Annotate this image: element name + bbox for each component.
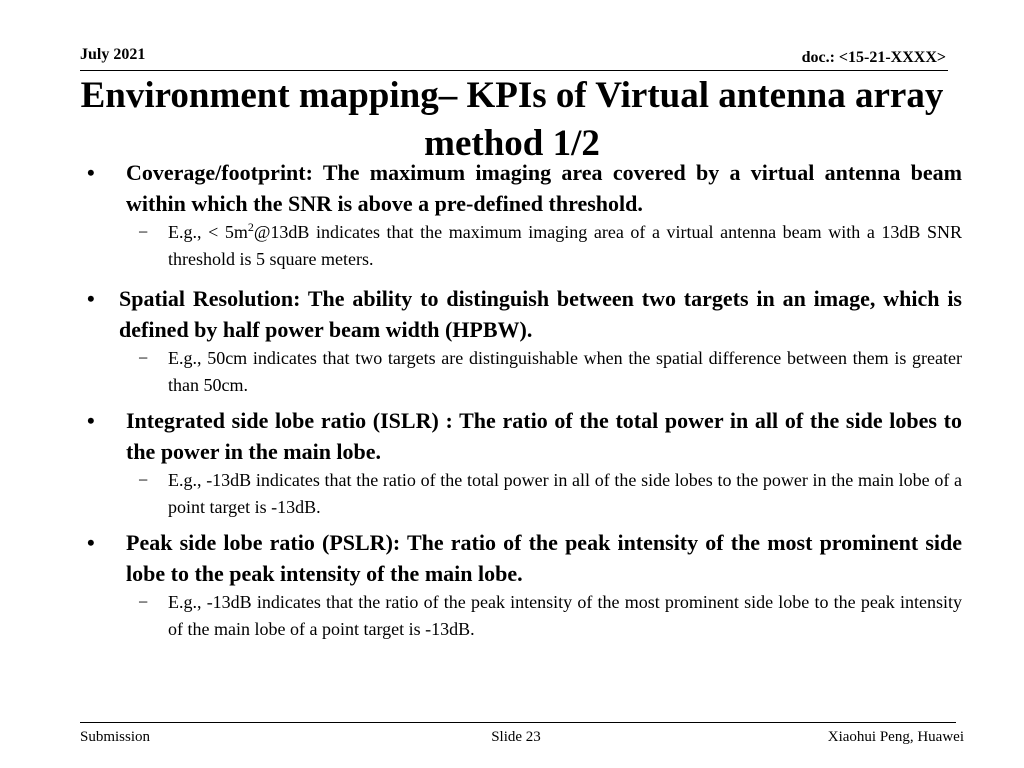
footer-divider bbox=[80, 722, 956, 723]
bullet-coverage bbox=[82, 157, 962, 219]
sub-bullet-marker: − bbox=[138, 348, 149, 368]
bullet-spatial-resolution bbox=[82, 283, 962, 345]
example-text: E.g., -13dB indicates that the ratio of the total power in all of the side lobes to the power in the main lobe of a point target is -13dB. bbox=[168, 470, 962, 517]
header-date: July 2021 bbox=[80, 46, 146, 63]
header-doc-number: doc.: <15-21-XXXX> bbox=[801, 49, 946, 66]
bullet-marker: • bbox=[87, 160, 95, 185]
bullet-text: Coverage/footprint: The maximum imaging area covered by a virtual antenna beam within which the SNR is above a pre-defined threshold. bbox=[126, 160, 962, 216]
bullet-marker: • bbox=[87, 408, 95, 433]
bullet-text: Integrated side lobe ratio (ISLR) : The ratio of the total power in all of the side lobes to the power in the main lobe. bbox=[126, 408, 962, 464]
slide-title: Environment mapping– KPIs of Virtual antenna array method 1/2 bbox=[80, 75, 944, 164]
bullet-text: Spatial Resolution: The ability to distinguish between two targets in an image, which is defined by half power beam width (HPBW). bbox=[119, 286, 962, 342]
sub-bullet-spatial-example bbox=[82, 345, 962, 399]
sub-bullet-coverage-example bbox=[82, 219, 962, 273]
bullet-text: Peak side lobe ratio (PSLR): The ratio of the peak intensity of the most prominent side lobe to the peak intensity of the main lobe. bbox=[126, 530, 962, 586]
bullet-marker: • bbox=[87, 530, 95, 555]
footer-author: Xiaohui Peng, Huawei bbox=[827, 729, 964, 745]
header-divider bbox=[80, 70, 948, 71]
footer-submission: Submission bbox=[80, 729, 151, 745]
bullet-marker: • bbox=[87, 286, 95, 311]
slide-content bbox=[82, 157, 962, 643]
sub-bullet-marker: − bbox=[138, 592, 149, 612]
bullet-pslr bbox=[82, 527, 962, 589]
example-text-pre: E.g., < 5m bbox=[168, 222, 248, 242]
sub-bullet-pslr-example bbox=[82, 589, 962, 643]
example-text: E.g., -13dB indicates that the ratio of the peak intensity of the most prominent side lobe to the peak intensity of the main lobe of a point target is -13dB. bbox=[168, 592, 962, 639]
sub-bullet-marker: − bbox=[138, 470, 149, 490]
sub-bullet-islr-example bbox=[82, 467, 962, 521]
superscript-exponent: 2 bbox=[247, 220, 254, 234]
example-text-post: @13dB indicates that the maximum imaging area of a virtual antenna beam with a 13dB SNR threshold is 5 square meters. bbox=[168, 222, 962, 269]
bullet-islr bbox=[82, 405, 962, 467]
example-text: E.g., 50cm indicates that two targets are distinguishable when the spatial difference between them is greater than 50cm. bbox=[168, 348, 962, 395]
footer-slide-number: Slide 23 bbox=[491, 729, 541, 745]
sub-bullet-marker: − bbox=[138, 222, 149, 242]
